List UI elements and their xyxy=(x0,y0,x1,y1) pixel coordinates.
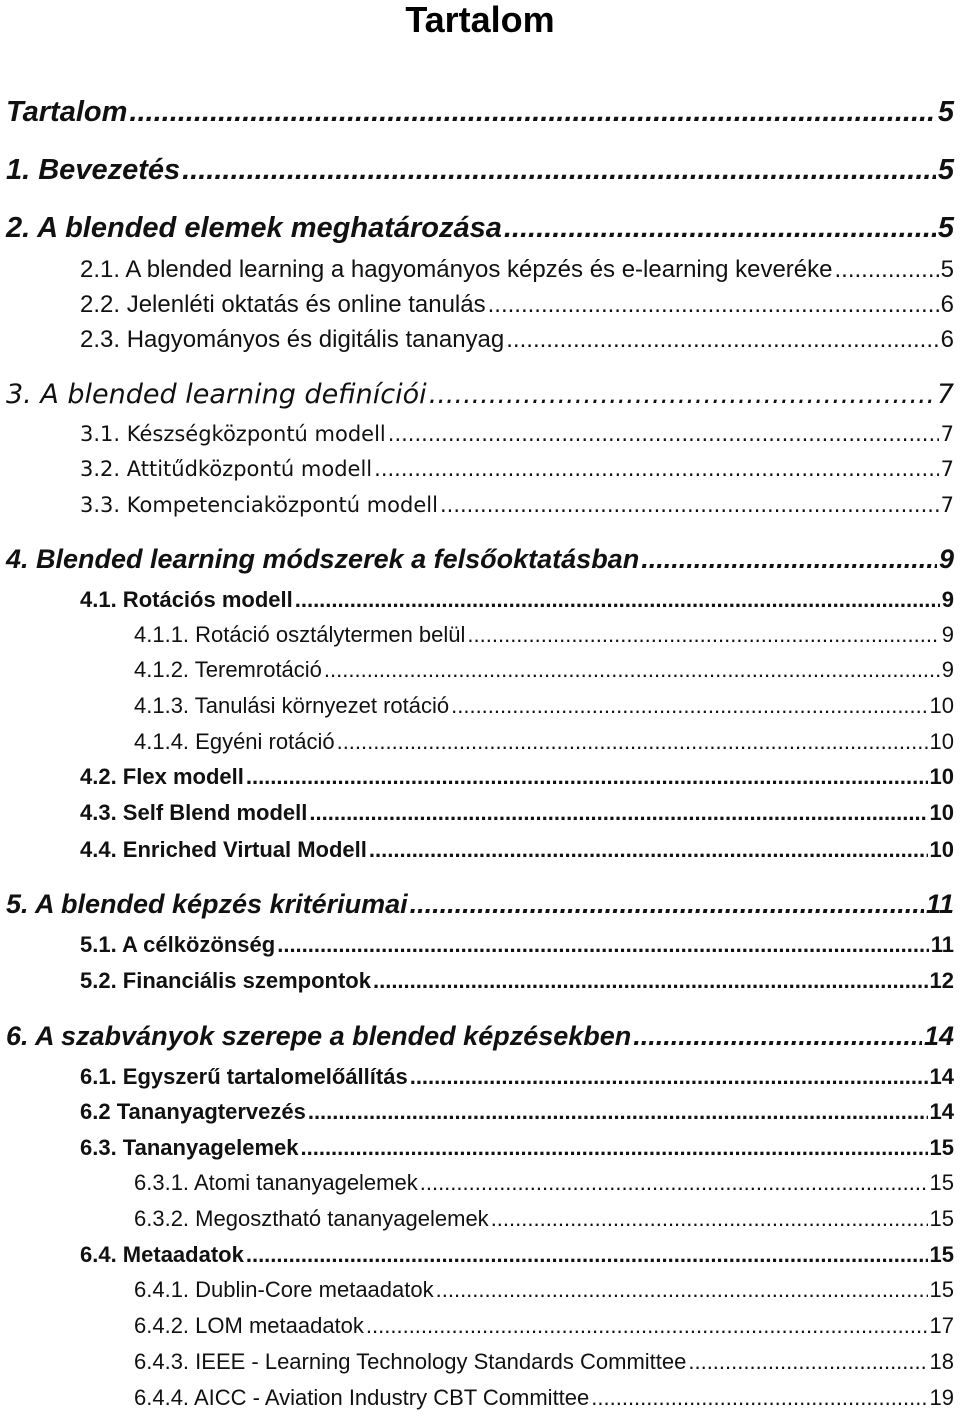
toc-entry-page: 12 xyxy=(929,968,954,993)
toc-leader xyxy=(301,1135,928,1161)
toc-entry-label: 3.1. Készségközpontú modell xyxy=(80,422,386,446)
toc-entry[interactable] xyxy=(6,212,954,245)
toc-entry-label: 2. A blended elemek meghatározása xyxy=(6,212,502,244)
toc-leader xyxy=(246,764,928,790)
toc-entry-label: 4. Blended learning módszerek a felsőoktatásban xyxy=(6,544,640,574)
toc-entry[interactable] xyxy=(6,379,954,410)
toc-entry-label: 4.3. Self Blend modell xyxy=(80,800,308,825)
toc-entry-label: 4.1.1. Rotáció osztálytermen belül xyxy=(134,622,466,647)
toc-leader xyxy=(506,326,938,354)
toc-entry-page: 9 xyxy=(938,544,954,574)
toc-leader xyxy=(835,256,939,284)
toc-entry-page: 10 xyxy=(929,693,954,718)
toc-entry-page: 10 xyxy=(929,837,954,862)
toc-entry-page: 15 xyxy=(929,1170,954,1195)
toc-entry-label: 3. A blended learning definíciói xyxy=(6,379,427,410)
toc-entry[interactable] xyxy=(80,457,954,481)
toc-entry[interactable] xyxy=(80,256,954,284)
toc-leader xyxy=(504,212,936,245)
toc-entry[interactable] xyxy=(80,587,954,613)
toc-entry-page: 19 xyxy=(929,1385,954,1410)
toc-entry[interactable] xyxy=(80,493,954,517)
toc-leader xyxy=(129,96,935,129)
toc-entry[interactable] xyxy=(80,764,954,790)
toc-entry-label: 6.4.4. AICC - Aviation Industry CBT Committee xyxy=(134,1385,590,1410)
toc-entry[interactable] xyxy=(134,1170,954,1196)
toc-leader xyxy=(410,889,924,920)
toc-entry-page: 14 xyxy=(929,1064,954,1089)
toc-entry-page: 6 xyxy=(940,291,954,318)
toc-entry-label: 4.2. Flex modell xyxy=(80,764,244,789)
toc-leader xyxy=(440,493,939,517)
toc-entry-page: 7 xyxy=(940,422,954,446)
toc-entry-label: 6.4.2. LOM metaadatok xyxy=(134,1313,364,1338)
toc-entry-page: 9 xyxy=(941,657,954,682)
toc-entry[interactable] xyxy=(6,154,954,187)
toc-entry-page: 10 xyxy=(929,764,954,789)
toc-entry-label: 6.4. Metaadatok xyxy=(80,1242,244,1267)
toc-leader xyxy=(451,693,927,719)
toc-entry-page: 5 xyxy=(937,154,954,186)
toc-entry[interactable] xyxy=(6,96,954,129)
toc-entry-page: 5 xyxy=(937,212,954,244)
toc-entry[interactable] xyxy=(80,932,954,958)
toc-entry-label: 6.4.3. IEEE - Learning Technology Standards Committee xyxy=(134,1349,687,1374)
toc-entry-label: 3.3. Kompetenciaközpontú modell xyxy=(80,493,438,517)
toc-entry-page: 7 xyxy=(940,457,954,481)
page-title: Tartalom xyxy=(405,0,555,40)
toc-entry-label: Tartalom xyxy=(6,96,128,128)
toc-entry[interactable] xyxy=(134,1349,954,1375)
toc-entry-label: 5.2. Financiális szempontok xyxy=(80,968,371,993)
toc-leader xyxy=(373,968,928,994)
toc-entry-page: 9 xyxy=(941,622,954,647)
toc-entry-label: 5. A blended képzés kritériumai xyxy=(6,889,408,919)
toc-entry-page: 15 xyxy=(929,1135,954,1160)
toc-leader xyxy=(641,544,937,575)
toc-entry-page: 5 xyxy=(940,256,954,283)
toc-entry-label: 4.4. Enriched Virtual Modell xyxy=(80,837,367,862)
toc-entry-page: 6 xyxy=(940,326,954,353)
toc-leader xyxy=(388,422,939,446)
toc-leader xyxy=(436,1277,928,1303)
toc-leader xyxy=(246,1242,928,1268)
toc-entry-page: 11 xyxy=(925,889,954,919)
toc-entry[interactable] xyxy=(134,622,954,648)
toc-entry-label: 6.4.1. Dublin-Core metaadatok xyxy=(134,1277,434,1302)
toc-entry-page: 5 xyxy=(937,96,954,128)
toc-entry[interactable] xyxy=(134,1313,954,1339)
toc-entry-page: 11 xyxy=(930,932,954,957)
toc-entry-page: 15 xyxy=(929,1206,954,1231)
toc-entry[interactable] xyxy=(134,729,954,755)
toc-entry[interactable] xyxy=(80,1099,954,1125)
toc-entry-label: 6.3. Tananyagelemek xyxy=(80,1135,299,1160)
toc-entry-page: 17 xyxy=(929,1313,954,1338)
toc-entry-label: 5.1. A célközönség xyxy=(80,932,276,957)
toc-entry-page: 7 xyxy=(936,379,954,410)
toc-entry-page: 10 xyxy=(929,729,954,754)
toc-entry-label: 4.1.3. Tanulási környezet rotáció xyxy=(134,693,450,718)
toc-entry-label: 6.3.2. Megosztható tananyagelemek xyxy=(134,1206,489,1231)
toc-entry-page: 15 xyxy=(929,1277,954,1302)
toc-entry[interactable] xyxy=(6,889,954,920)
toc-leader xyxy=(491,1206,928,1232)
toc-entry[interactable] xyxy=(80,1135,954,1161)
toc-entry[interactable] xyxy=(134,1206,954,1232)
toc-entry-label: 1. Bevezetés xyxy=(6,154,181,186)
toc-entry-label: 6.1. Egyszerű tartalomelőállítás xyxy=(80,1064,408,1089)
toc-entry-label: 4.1.4. Egyéni rotáció xyxy=(134,729,335,754)
toc-leader xyxy=(369,837,928,863)
toc-leader xyxy=(688,1349,927,1375)
toc-entry-label: 4.1. Rotációs modell xyxy=(80,587,293,612)
toc-leader xyxy=(277,932,929,958)
toc-leader xyxy=(488,291,939,319)
toc-entry-label: 2.3. Hagyományos és digitális tananyag xyxy=(80,326,505,353)
toc-leader xyxy=(309,800,927,826)
toc-entry-page: 7 xyxy=(940,493,954,517)
toc-entry[interactable] xyxy=(6,544,954,575)
toc-entry-label: 6.3.1. Atomi tananyagelemek xyxy=(134,1170,418,1195)
toc-entry-page: 18 xyxy=(929,1349,954,1374)
toc-entry-label: 4.1.2. Teremrotáció xyxy=(134,657,322,682)
toc-leader xyxy=(420,1170,928,1196)
toc-leader xyxy=(337,729,928,755)
toc-entry-page: 9 xyxy=(941,587,954,612)
toc-leader xyxy=(467,622,939,648)
toc-entry[interactable] xyxy=(134,1277,954,1303)
toc-entry[interactable] xyxy=(134,1385,954,1411)
toc-leader xyxy=(295,587,940,613)
toc-entry[interactable] xyxy=(6,1021,954,1052)
toc-entry[interactable] xyxy=(80,1242,954,1268)
toc-leader xyxy=(182,154,936,187)
toc-entry-label: 2.1. A blended learning a hagyományos képzés és e-learning keveréke xyxy=(80,256,833,283)
toc-leader xyxy=(324,657,940,683)
toc-entry[interactable] xyxy=(80,291,954,319)
toc-leader xyxy=(633,1021,922,1052)
toc-entry[interactable] xyxy=(80,326,954,354)
toc-entry[interactable] xyxy=(80,1064,954,1090)
toc-entry[interactable] xyxy=(80,968,954,994)
toc-entry[interactable] xyxy=(80,422,954,446)
toc-entry-label: 6.2 Tananyagtervezés xyxy=(80,1099,306,1124)
toc-entry-page: 14 xyxy=(929,1099,954,1124)
toc-entry-label: 2.2. Jelenléti oktatás és online tanulás xyxy=(80,291,486,318)
toc-leader xyxy=(429,379,935,410)
toc-leader xyxy=(591,1385,927,1411)
toc-leader xyxy=(410,1064,928,1090)
toc-entry[interactable] xyxy=(80,837,954,863)
toc-entry-label: 3.2. Attitűdközpontú modell xyxy=(80,457,373,481)
toc-leader xyxy=(366,1313,928,1339)
toc-entry-label: 6. A szabványok szerepe a blended képzésekben xyxy=(6,1021,632,1051)
toc-leader xyxy=(308,1099,928,1125)
toc-leader xyxy=(374,457,938,481)
toc-entry-page: 10 xyxy=(929,800,954,825)
toc-entry[interactable] xyxy=(80,800,954,826)
toc-entry[interactable] xyxy=(134,693,954,719)
toc-entry[interactable] xyxy=(134,657,954,683)
toc-entry-page: 15 xyxy=(929,1242,954,1267)
toc-entry-page: 14 xyxy=(923,1021,954,1051)
